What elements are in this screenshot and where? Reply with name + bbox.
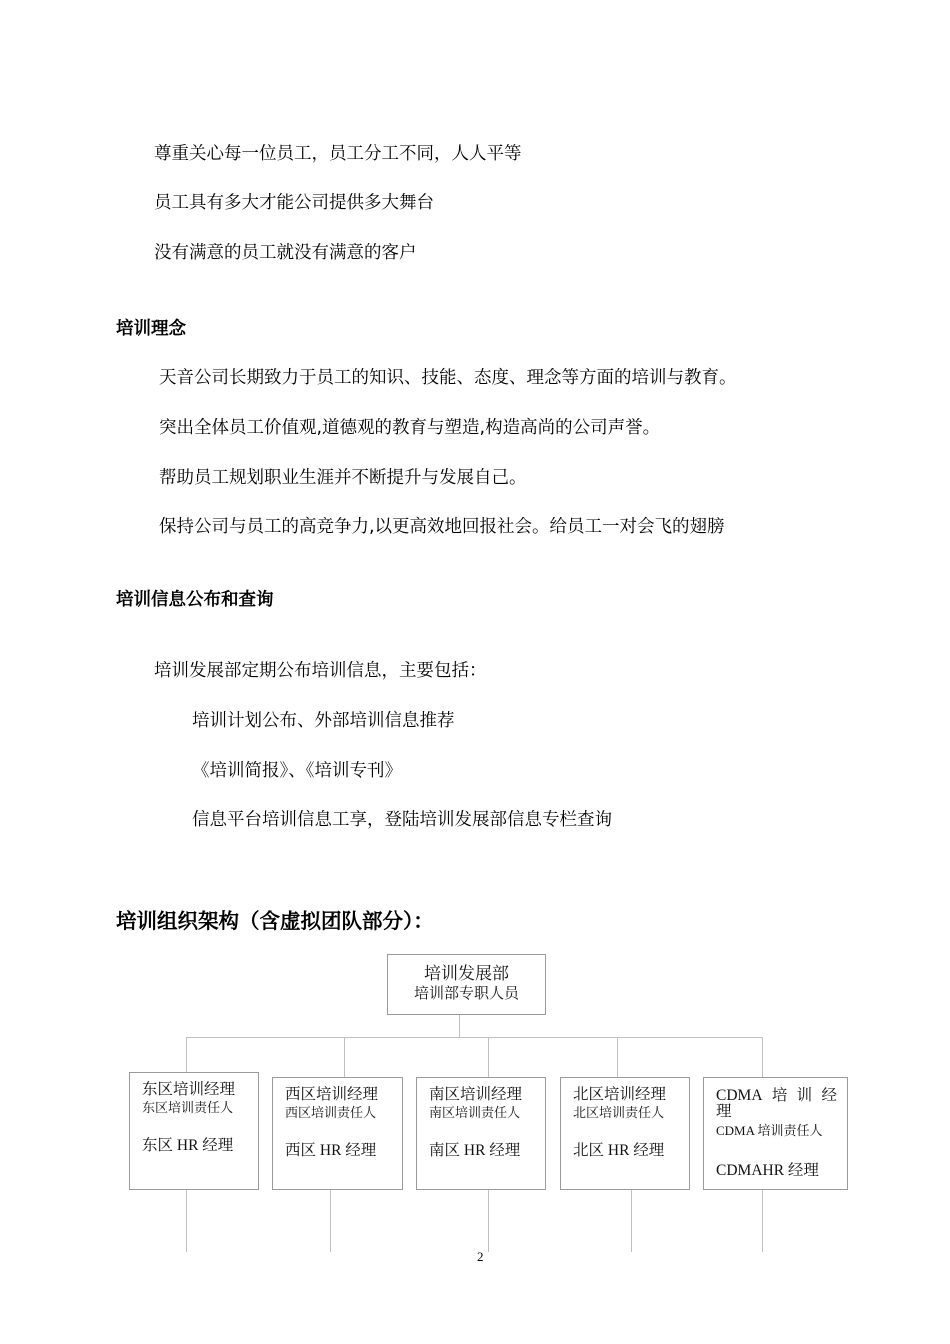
connector-east-bottom [186, 1189, 187, 1252]
connector-north [617, 1037, 618, 1077]
org-top-title: 培训发展部 [424, 964, 509, 983]
region-responsible: CDMA 培训责任人 [716, 1123, 823, 1138]
value-line-2: 员工具有多大才能公司提供多大舞台 [154, 193, 434, 213]
region-hr: 北区 HR 经理 [573, 1142, 665, 1159]
org-top-subtitle: 培训部专职人员 [413, 986, 519, 1002]
org-region-north [560, 1077, 690, 1190]
cdma-manager-part: 培 [771, 1087, 788, 1104]
connector-horizontal [186, 1037, 763, 1038]
org-region-east [129, 1072, 259, 1190]
region-hr: 西区 HR 经理 [285, 1142, 377, 1159]
connector-cdma [762, 1037, 763, 1077]
connector-south [488, 1037, 489, 1077]
page-number: 2 [477, 1249, 484, 1264]
training-info-item-2: 《培训简报》、《培训专刊》 [192, 761, 402, 781]
org-region-west [272, 1077, 403, 1190]
org-region-cdma [703, 1077, 848, 1190]
region-hr: 东区 HR 经理 [142, 1137, 234, 1154]
concept-line-1: 天音公司长期致力于员工的知识、技能、态度、理念等方面的培训与教育。 [159, 368, 737, 388]
training-info-intro: 培训发展部定期公布培训信息，主要包括： [154, 661, 487, 681]
connector-east [186, 1037, 187, 1072]
region-hr: 南区 HR 经理 [429, 1142, 521, 1159]
value-line-3: 没有满意的员工就没有满意的客户 [154, 243, 417, 263]
org-top-box [387, 954, 546, 1015]
region-manager: 北区培训经理 [573, 1086, 667, 1103]
region-manager: 东区培训经理 [142, 1081, 236, 1098]
org-region-south [416, 1077, 546, 1190]
concept-line-2: 突出全体员工价值观,道德观的教育与塑造,构造高尚的公司声誉。 [159, 418, 661, 438]
training-info-item-3: 信息平台培训信息工享，登陆培训发展部信息专栏查询 [192, 810, 612, 830]
region-responsible: 北区培训责任人 [573, 1105, 665, 1120]
connector-north-bottom [631, 1189, 632, 1252]
connector-south-bottom [488, 1189, 489, 1252]
region-manager: 南区培训经理 [429, 1086, 523, 1103]
connector-top-vertical [459, 1014, 460, 1038]
concept-line-4: 保持公司与员工的高竞争力,以更高效地回报社会。给员工一对会飞的翅膀 [159, 517, 725, 537]
cdma-manager-part: 经 [821, 1087, 837, 1104]
cdma-manager-wrap: 理 [716, 1103, 732, 1120]
region-responsible: 东区培训责任人 [142, 1100, 234, 1115]
training-info-heading: 培训信息公布和查询 [116, 590, 274, 610]
region-manager: 西区培训经理 [285, 1086, 379, 1103]
region-responsible: 西区培训责任人 [285, 1105, 377, 1120]
cdma-manager-part: 训 [796, 1087, 813, 1104]
region-responsible: 南区培训责任人 [429, 1105, 521, 1120]
training-concept-heading: 培训理念 [116, 319, 186, 339]
value-line-1: 尊重关心每一位员工，员工分工不同，人人平等 [154, 144, 522, 164]
cdma-manager-part: CDMA [716, 1087, 763, 1104]
connector-west [344, 1037, 345, 1077]
connector-cdma-bottom [762, 1189, 763, 1252]
org-chart-heading: 培训组织架构（含虚拟团队部分）： [116, 909, 434, 933]
training-info-item-1: 培训计划公布、外部培训信息推荐 [192, 711, 455, 731]
region-hr: CDMAHR 经理 [716, 1162, 819, 1179]
concept-line-3: 帮助员工规划职业生涯并不断提升与发展自己。 [159, 468, 527, 488]
connector-west-bottom [330, 1189, 331, 1252]
